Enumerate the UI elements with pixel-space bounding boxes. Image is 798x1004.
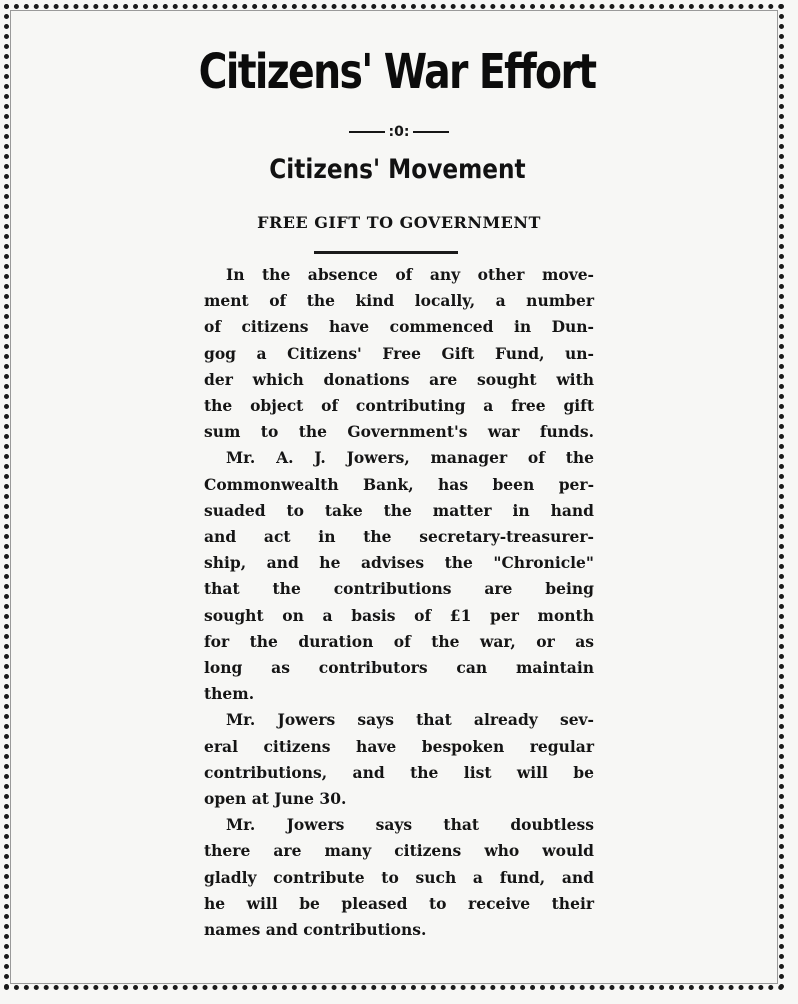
text-line: there are many citizens who would — [204, 841, 594, 861]
text-line: open at June 30. — [204, 789, 347, 809]
text-line: long as contributors can maintain — [204, 658, 594, 678]
text-line: sum to the Government's war funds. — [204, 422, 594, 442]
text-line: names and contributions. — [204, 920, 427, 940]
text-line: of citizens have commenced in Dun- — [204, 317, 594, 337]
text-line: der which donations are sought with — [204, 369, 594, 389]
text-line: Commonwealth Bank, has been per- — [204, 474, 594, 494]
text-line: the object of contributing a free gift — [204, 396, 594, 416]
ornament-divider — [0, 124, 798, 140]
paragraph-3 — [204, 707, 594, 812]
ornament-mark: :0: — [388, 124, 410, 140]
text-line: for the duration of the war, or as — [204, 631, 594, 651]
divider-dash-left — [349, 131, 385, 133]
text-line: ship, and he advises the "Chronicle" — [204, 553, 594, 573]
deck-heading: FREE GIFT TO GOVERNMENT — [257, 213, 541, 232]
text-line: he will be pleased to receive their — [204, 893, 594, 913]
text-line: gladly contribute to such a fund, and — [204, 867, 594, 887]
text-line: contributions, and the list will be — [204, 762, 594, 782]
text-line: eral citizens have bespoken regular — [204, 736, 594, 756]
text-line: that the contributions are being — [204, 579, 594, 599]
text-line: and act in the secretary-treasurer- — [204, 527, 594, 547]
article-body — [204, 262, 594, 943]
paragraph-2 — [204, 445, 594, 707]
paragraph-4 — [204, 812, 594, 943]
text-line: In the absence of any other move- — [226, 265, 594, 284]
headline: Citizens' War Effort — [198, 44, 596, 100]
text-line: sought on a basis of £1 per month — [204, 605, 594, 625]
text-line: them. — [204, 684, 255, 704]
divider-rule — [314, 251, 458, 254]
text-line: Mr. Jowers says that already sev- — [226, 710, 594, 730]
text-line: gog a Citizens' Free Gift Fund, un- — [204, 343, 594, 363]
paragraph-1 — [204, 262, 594, 445]
subheading: Citizens' Movement — [269, 154, 526, 185]
divider-dash-right — [413, 131, 449, 133]
text-line: ment of the kind locally, a number — [204, 291, 594, 311]
text-line: Mr. Jowers says that doubtless — [226, 815, 594, 835]
text-line: suaded to take the matter in hand — [204, 500, 594, 520]
text-line: Mr. A. J. Jowers, manager of the — [226, 448, 594, 468]
